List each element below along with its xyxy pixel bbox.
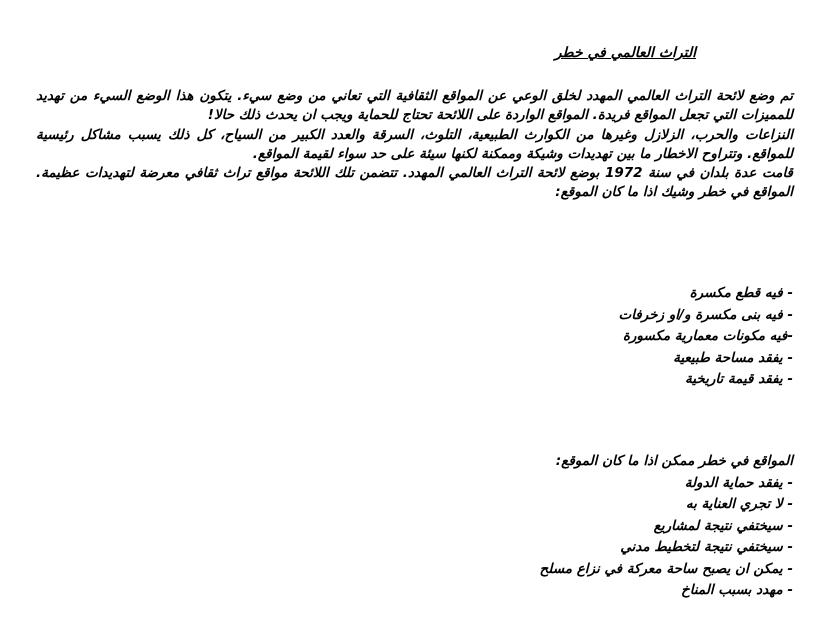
- possible-danger-heading: المواقع في خطر ممكن اذا ما كان الموقع:: [555, 453, 793, 469]
- paragraph-threats: النزاعات والحرب، الزلازل وغيرها من الكوارث الطبيعية، التلوث، السرقة والعدد الكبير من السياح، كل ذلك يسبب مشاكل رئيسية للمواقع. وتتراوح الاخطار ما بين تهديدات وشيكة وممكنة لكنها سيئة على حد سواء لقيمة المواقع.: [36, 126, 793, 162]
- list-item: - يمكن ان يصبح ساحة معركة في نزاع مسلح: [539, 560, 793, 577]
- imminent-danger-list: [393, 283, 793, 391]
- document-title: التراث العالمي في خطر: [554, 45, 696, 61]
- paragraph-history: قامت عدة بلدان في سنة 1972 بوضع لائحة التراث العالمي المهدد. تتضمن تلك اللائحة مواقع تراث ثقافي معرضة لتهديدات عظيمة. المواقع في خطر وشيك اذا ما كان الموقع:: [36, 165, 794, 201]
- list-item: - يفقد مساحة طبيعية: [673, 349, 793, 366]
- list-item: - يفقد حماية الدولة: [684, 474, 793, 491]
- list-item: - لا تجري العناية به: [685, 496, 793, 512]
- paragraph-intro: تم وضع لائحة التراث العالمي المهدد لخلق الوعي عن المواقع الثقافية التي تعاني من وضع سيء. يتكون هذا الوضع السيء من تهديد للمميزات التي تجعل المواقع فريدة. المواقع الواردة على اللائحة تحتاج للحماية ويجب ان يحدث ذلك حالا!: [36, 88, 794, 124]
- possible-danger-list: [393, 473, 793, 602]
- list-item: - يفقد قيمة تاريخية: [685, 371, 793, 387]
- list-item: - سيختفي نتيجة لمشاريع: [653, 517, 793, 534]
- document-body: [36, 87, 793, 203]
- possible-danger-section: [393, 451, 793, 602]
- list-item: - سيختفي نتيجة لتخطيط مدني: [620, 539, 793, 555]
- list-item: -فيه مكونات معمارية مكسورة: [622, 328, 793, 344]
- list-item: - فيه قطع مكسرة: [689, 285, 793, 301]
- list-item: - فيه بنى مكسرة و/او زخرفات: [618, 306, 793, 323]
- list-item: - مهدد بسبب المناخ: [681, 582, 793, 598]
